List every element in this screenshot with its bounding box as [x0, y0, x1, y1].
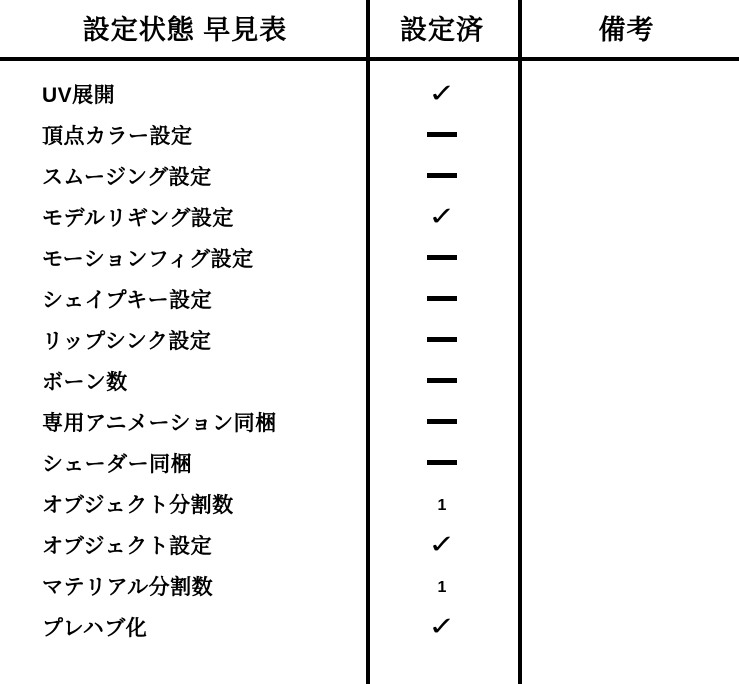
row-item-label: モデルリギング設定	[42, 206, 234, 230]
row-status-cell	[368, 360, 516, 401]
row-note-cell	[516, 606, 737, 647]
row-note-cell	[516, 524, 737, 565]
table-row	[2, 196, 737, 237]
check-icon: ✓	[428, 610, 456, 641]
dash-icon	[427, 132, 457, 137]
dash-icon	[427, 337, 457, 342]
row-status-value: 1	[437, 496, 447, 514]
table-row	[2, 360, 737, 401]
spacer-cell-item	[2, 57, 368, 73]
table-row	[2, 114, 737, 155]
table-row	[2, 524, 737, 565]
row-item-label: シェイプキー設定	[42, 288, 213, 312]
row-item-label: ボーン数	[42, 370, 128, 394]
spacer-cell-note	[516, 57, 737, 73]
table-row	[2, 401, 737, 442]
row-status-value: 1	[437, 578, 447, 596]
row-note-cell	[516, 155, 737, 196]
row-item-label: モーションフィグ設定	[42, 247, 254, 271]
table-body	[2, 57, 737, 647]
row-note-cell	[516, 319, 737, 360]
row-status-cell	[368, 196, 516, 237]
table-row	[2, 278, 737, 319]
table-row	[2, 73, 737, 114]
row-status-cell	[368, 442, 516, 483]
column-header-item: 設定状態 早見表	[82, 15, 288, 45]
settings-status-table	[2, 0, 737, 647]
row-status-cell	[368, 401, 516, 442]
table-row	[2, 319, 737, 360]
table-row	[2, 237, 737, 278]
row-status-cell	[368, 606, 516, 647]
row-item-label: プレハブ化	[42, 616, 148, 640]
row-note-cell	[516, 114, 737, 155]
row-note-cell	[516, 401, 737, 442]
dash-icon	[427, 296, 457, 301]
row-note-cell	[516, 565, 737, 606]
table-row	[2, 442, 737, 483]
row-item-label: 頂点カラー設定	[42, 124, 193, 148]
table-row	[2, 565, 737, 606]
check-icon: ✓	[428, 200, 456, 231]
table-row	[2, 483, 737, 524]
row-note-cell	[516, 237, 737, 278]
row-item-label: 専用アニメーション同梱	[42, 411, 277, 435]
table-row	[2, 155, 737, 196]
row-status-cell	[368, 114, 516, 155]
column-header-done: 設定済	[400, 15, 484, 45]
row-item-label: スムージング設定	[42, 165, 212, 189]
row-item-label: シェーダー同梱	[42, 452, 193, 476]
check-icon: ✓	[428, 528, 456, 559]
dash-icon	[427, 460, 457, 465]
row-status-cell	[368, 73, 516, 114]
row-status-cell	[368, 524, 516, 565]
column-header-note: 備考	[598, 15, 655, 45]
row-note-cell	[516, 360, 737, 401]
spacer-cell-done	[368, 57, 516, 73]
row-item-label: オブジェクト分割数	[42, 493, 234, 517]
check-icon: ✓	[428, 77, 456, 108]
table-row	[2, 606, 737, 647]
row-status-cell	[368, 237, 516, 278]
row-note-cell	[516, 278, 737, 319]
row-item-label: オブジェクト設定	[42, 534, 213, 558]
row-status-cell	[368, 155, 516, 196]
dash-icon	[427, 173, 457, 178]
row-note-cell	[516, 483, 737, 524]
row-status-cell	[368, 319, 516, 360]
row-item-label: マテリアル分割数	[42, 575, 214, 599]
row-item-label: リップシンク設定	[42, 329, 212, 353]
row-status-cell	[368, 565, 516, 606]
header-spacer-row	[2, 57, 737, 73]
dash-icon	[427, 419, 457, 424]
dash-icon	[427, 378, 457, 383]
row-status-cell	[368, 483, 516, 524]
row-note-cell	[516, 73, 737, 114]
dash-icon	[427, 255, 457, 260]
row-note-cell	[516, 442, 737, 483]
row-status-cell	[368, 278, 516, 319]
row-item-label: UV展開	[42, 83, 116, 107]
row-note-cell	[516, 196, 737, 237]
